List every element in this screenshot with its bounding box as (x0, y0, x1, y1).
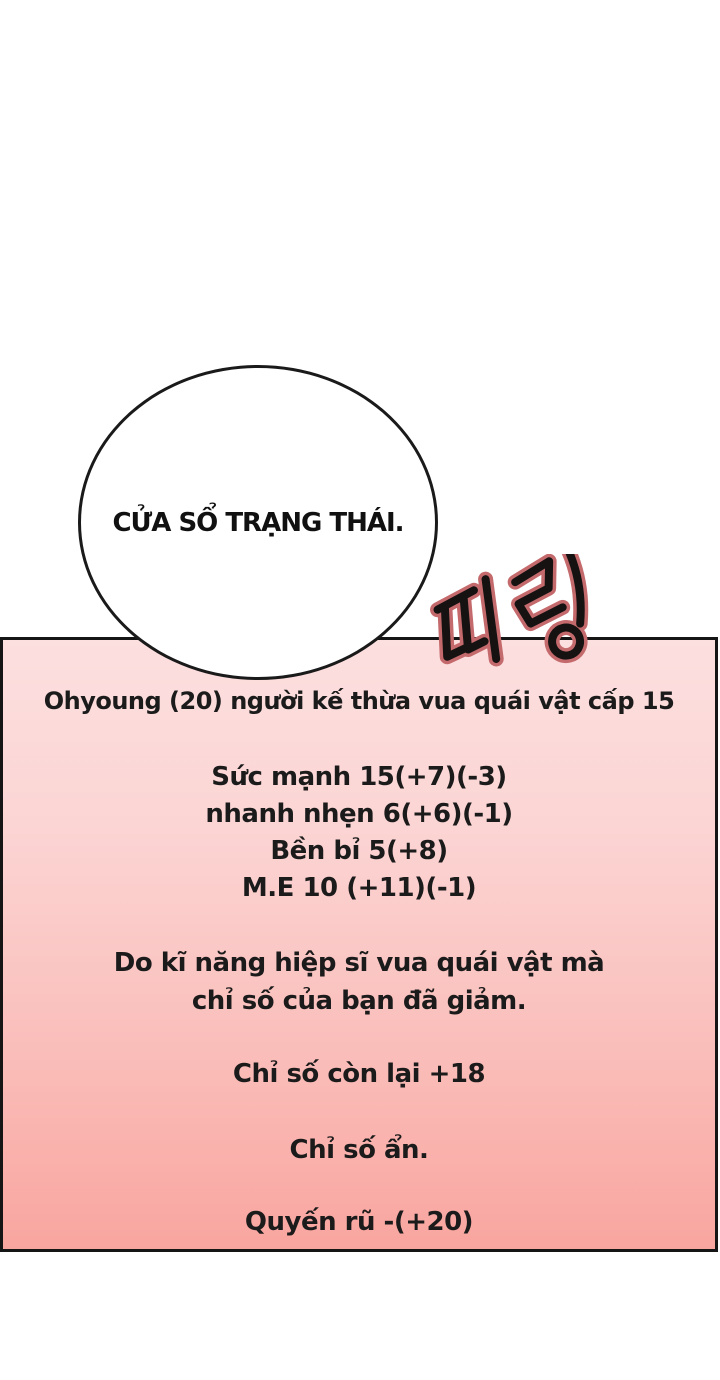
status-line-remaining: Chỉ số còn lại +18 (232, 1059, 486, 1089)
status-line-strength: Sức mạnh 15(+7)(-3) (211, 762, 507, 792)
speech-bubble (78, 365, 438, 680)
status-line-agility: nhanh nhẹn 6(+6)(-1) (205, 799, 513, 829)
sfx-dding-icon (428, 554, 613, 682)
status-line-note-1: Do kĩ năng hiệp sĩ vua quái vật mà (113, 948, 605, 978)
status-line-note-2: chỉ số của bạn đã giảm. (191, 986, 527, 1016)
status-line-hidden: Chỉ số ẩn. (289, 1135, 429, 1165)
status-line-endurance: Bền bỉ 5(+8) (270, 836, 448, 866)
speech-bubble-text: CỬA SỔ TRẠNG THÁI. (112, 507, 404, 538)
status-line-me: M.E 10 (+11)(-1) (241, 873, 477, 903)
status-line-name: Ohyoung (20) người kế thừa vua quái vật cấp 15 (43, 687, 675, 715)
status-line-charm: Quyến rũ -(+20) (244, 1207, 474, 1237)
status-window-panel (0, 637, 718, 1252)
